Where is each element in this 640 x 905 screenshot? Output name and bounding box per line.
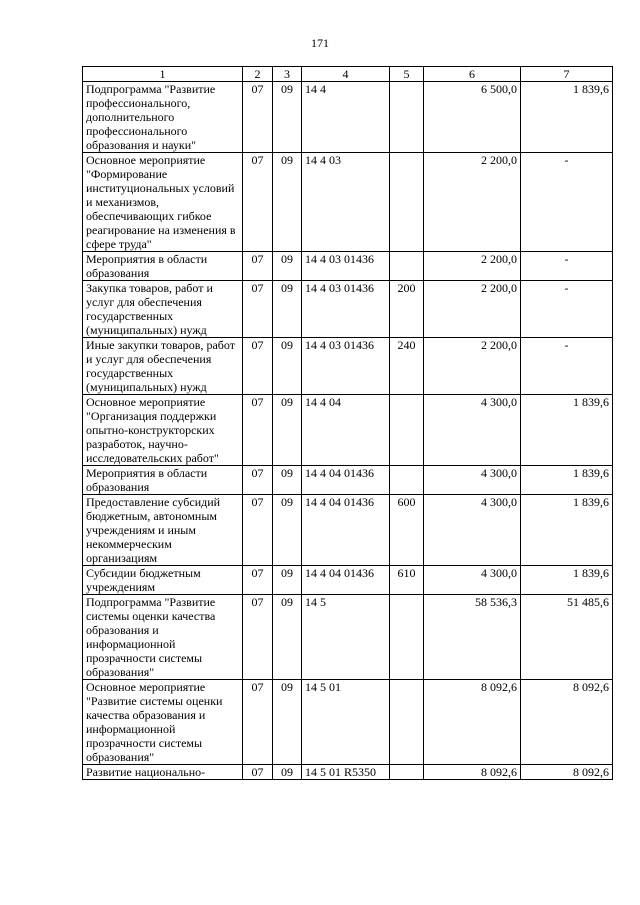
row-amount-1-cell: 58 536,3	[424, 595, 521, 680]
row-name-cell: Подпрограмма "Развитие системы оценки качества образования и информационной прозрачности системы образования"	[83, 595, 243, 680]
row-target-article-cell: 14 4 03 01436	[302, 281, 390, 338]
row-section-cell: 07	[243, 765, 273, 780]
row-name-cell: Мероприятия в области образования	[83, 252, 243, 281]
row-section-cell: 07	[243, 281, 273, 338]
table-row	[83, 395, 613, 466]
row-section-cell: 07	[243, 566, 273, 595]
row-name-cell: Иные закупки товаров, работ и услуг для обеспечения государственных (муниципальных) нужд	[83, 338, 243, 395]
table-row	[83, 495, 613, 566]
table-row	[83, 595, 613, 680]
row-name-cell: Основное мероприятие "Развитие системы оценки качества образования и информационной прозрачности системы образования"	[83, 680, 243, 765]
table-row	[83, 566, 613, 595]
row-name-cell: Подпрограмма "Развитие профессионального, дополнительного профессионального образования и науки"	[83, 82, 243, 153]
row-subsection-cell: 09	[273, 495, 302, 566]
row-name-cell: Развитие национально-	[83, 765, 243, 780]
row-expense-type-cell	[390, 466, 424, 495]
row-target-article-cell: 14 5	[302, 595, 390, 680]
row-section-cell: 07	[243, 680, 273, 765]
row-subsection-cell: 09	[273, 82, 302, 153]
page-number: 171	[311, 36, 329, 50]
row-amount-2-cell: -	[521, 338, 613, 395]
row-subsection-cell: 09	[273, 765, 302, 780]
row-section-cell: 07	[243, 153, 273, 252]
row-amount-2-cell: 8 092,6	[521, 680, 613, 765]
header-col-1: 1	[83, 67, 243, 82]
row-expense-type-cell	[390, 395, 424, 466]
table-row	[83, 281, 613, 338]
row-target-article-cell: 14 4 03 01436	[302, 338, 390, 395]
row-expense-type-cell: 610	[390, 566, 424, 595]
row-target-article-cell: 14 4 04 01436	[302, 566, 390, 595]
row-expense-type-cell: 200	[390, 281, 424, 338]
row-amount-1-cell: 4 300,0	[424, 395, 521, 466]
row-target-article-cell: 14 4 04	[302, 395, 390, 466]
row-amount-1-cell: 6 500,0	[424, 82, 521, 153]
header-col-4: 4	[302, 67, 390, 82]
row-section-cell: 07	[243, 395, 273, 466]
row-amount-2-cell: 51 485,6	[521, 595, 613, 680]
row-name-cell: Основное мероприятие "Формирование институциональных условий и механизмов, обеспечивающих гибкое реагирование на изменения в сфере труда"	[83, 153, 243, 252]
table-body	[83, 82, 613, 780]
table-row	[83, 466, 613, 495]
row-section-cell: 07	[243, 495, 273, 566]
row-amount-1-cell: 2 200,0	[424, 281, 521, 338]
row-section-cell: 07	[243, 82, 273, 153]
row-target-article-cell: 14 4 04 01436	[302, 466, 390, 495]
row-expense-type-cell	[390, 82, 424, 153]
row-amount-2-cell: 1 839,6	[521, 466, 613, 495]
header-col-3: 3	[273, 67, 302, 82]
row-subsection-cell: 09	[273, 466, 302, 495]
row-subsection-cell: 09	[273, 153, 302, 252]
row-amount-2-cell: 8 092,6	[521, 765, 613, 780]
row-amount-1-cell: 2 200,0	[424, 153, 521, 252]
row-name-cell: Закупка товаров, работ и услуг для обеспечения государственных (муниципальных) нужд	[83, 281, 243, 338]
row-expense-type-cell: 240	[390, 338, 424, 395]
row-amount-1-cell: 4 300,0	[424, 495, 521, 566]
row-amount-1-cell: 2 200,0	[424, 338, 521, 395]
row-section-cell: 07	[243, 338, 273, 395]
row-amount-2-cell: 1 839,6	[521, 395, 613, 466]
table-row	[83, 765, 613, 780]
row-name-cell: Предоставление субсидий бюджетным, автономным учреждениям и иным некоммерческим организациям	[83, 495, 243, 566]
header-col-7: 7	[521, 67, 613, 82]
row-amount-1-cell: 4 300,0	[424, 566, 521, 595]
row-amount-2-cell: 1 839,6	[521, 566, 613, 595]
header-col-2: 2	[243, 67, 273, 82]
row-section-cell: 07	[243, 252, 273, 281]
row-name-cell: Основное мероприятие "Организация поддержки опытно-конструкторских разработок, научно-исследовательских работ"	[83, 395, 243, 466]
row-target-article-cell: 14 5 01	[302, 680, 390, 765]
row-name-cell: Субсидии бюджетным учреждениям	[83, 566, 243, 595]
row-target-article-cell: 14 4 04 01436	[302, 495, 390, 566]
row-subsection-cell: 09	[273, 281, 302, 338]
row-amount-1-cell: 8 092,6	[424, 680, 521, 765]
row-amount-2-cell: 1 839,6	[521, 82, 613, 153]
row-expense-type-cell	[390, 153, 424, 252]
row-amount-1-cell: 2 200,0	[424, 252, 521, 281]
row-expense-type-cell	[390, 765, 424, 780]
row-expense-type-cell: 600	[390, 495, 424, 566]
row-subsection-cell: 09	[273, 395, 302, 466]
row-target-article-cell: 14 4	[302, 82, 390, 153]
budget-table	[82, 66, 613, 780]
row-amount-2-cell: -	[521, 252, 613, 281]
row-amount-1-cell: 8 092,6	[424, 765, 521, 780]
header-col-6: 6	[424, 67, 521, 82]
row-amount-1-cell: 4 300,0	[424, 466, 521, 495]
table-row	[83, 82, 613, 153]
row-section-cell: 07	[243, 466, 273, 495]
row-amount-2-cell: -	[521, 281, 613, 338]
row-subsection-cell: 09	[273, 595, 302, 680]
row-subsection-cell: 09	[273, 680, 302, 765]
row-target-article-cell: 14 4 03 01436	[302, 252, 390, 281]
row-target-article-cell: 14 4 03	[302, 153, 390, 252]
row-expense-type-cell	[390, 252, 424, 281]
row-subsection-cell: 09	[273, 252, 302, 281]
header-col-5: 5	[390, 67, 424, 82]
row-name-cell: Мероприятия в области образования	[83, 466, 243, 495]
table-row	[83, 252, 613, 281]
row-subsection-cell: 09	[273, 566, 302, 595]
header-row	[83, 67, 613, 82]
row-expense-type-cell	[390, 680, 424, 765]
table-row	[83, 680, 613, 765]
row-expense-type-cell	[390, 595, 424, 680]
row-amount-2-cell: -	[521, 153, 613, 252]
row-section-cell: 07	[243, 595, 273, 680]
table-row	[83, 338, 613, 395]
row-target-article-cell: 14 5 01 R5350	[302, 765, 390, 780]
table-row	[83, 153, 613, 252]
row-amount-2-cell: 1 839,6	[521, 495, 613, 566]
row-subsection-cell: 09	[273, 338, 302, 395]
